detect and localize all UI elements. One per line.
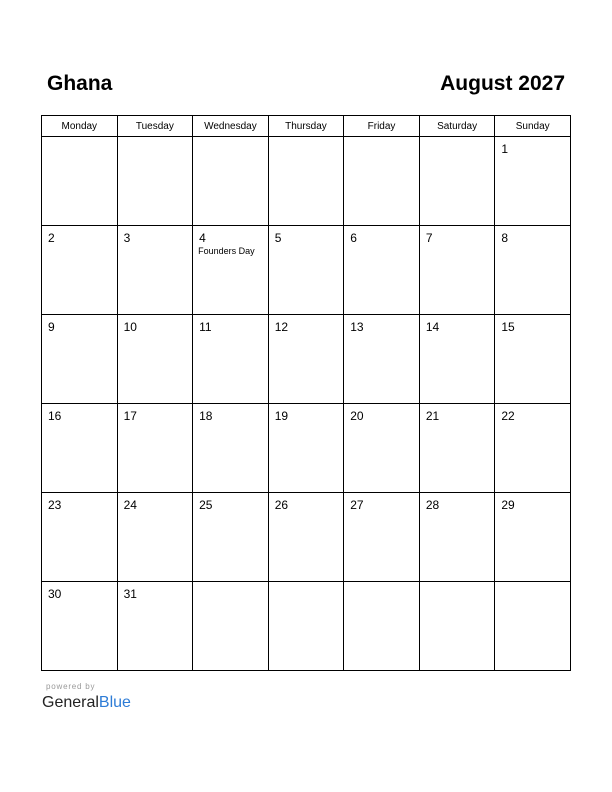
day-number: 25 [199, 498, 213, 512]
day-cell [419, 404, 495, 493]
day-cell [344, 404, 420, 493]
day-number [495, 582, 570, 587]
week-row [42, 582, 571, 671]
day-cell [42, 582, 118, 671]
day-number [118, 137, 193, 142]
day-number: 22 [501, 409, 515, 423]
day-number: 23 [48, 498, 62, 512]
weekday-header: Friday [344, 116, 420, 137]
day-cell [419, 315, 495, 404]
day-number [269, 582, 344, 587]
day-cell [193, 493, 269, 582]
day-number: 6 [350, 231, 357, 245]
day-cell [42, 493, 118, 582]
day-cell [495, 493, 571, 582]
week-row [42, 315, 571, 404]
day-cell [495, 315, 571, 404]
day-number [269, 137, 344, 142]
day-number: 9 [48, 320, 55, 334]
day-number: 3 [123, 231, 131, 245]
week-row [42, 226, 571, 315]
day-cell [193, 404, 269, 493]
day-number: 4 [199, 231, 206, 245]
day-number: 12 [274, 320, 289, 334]
day-cell [268, 582, 344, 671]
day-cell [42, 315, 118, 404]
day-cell [42, 226, 118, 315]
week-row [42, 404, 571, 493]
country-title: Ghana [47, 72, 113, 95]
day-number: 14 [425, 320, 440, 334]
calendar-grid [41, 115, 571, 671]
day-cell [495, 137, 571, 226]
day-number: 10 [123, 320, 137, 334]
weekday-header: Wednesday [193, 116, 269, 137]
day-number: 28 [425, 498, 440, 512]
day-cell [344, 582, 420, 671]
weekday-header: Sunday [495, 116, 571, 137]
day-number [420, 137, 495, 142]
day-number: 29 [501, 498, 515, 512]
day-cell [117, 404, 193, 493]
day-number: 24 [123, 498, 137, 512]
day-number [42, 137, 117, 142]
day-number: 16 [48, 409, 62, 423]
brand-general-text: General [42, 694, 99, 711]
brand-blue-text: Blue [98, 694, 131, 711]
day-cell [117, 582, 193, 671]
weekday-header: Monday [42, 116, 118, 137]
day-number: 31 [123, 587, 137, 601]
day-number: 27 [350, 498, 364, 512]
day-cell [419, 582, 495, 671]
day-cell [344, 315, 420, 404]
day-cell [117, 137, 193, 226]
day-number: 7 [425, 231, 433, 245]
day-number: 26 [274, 498, 289, 512]
weekday-header: Thursday [268, 116, 344, 137]
holiday-label: Founders Day [198, 246, 255, 256]
day-number [420, 582, 495, 587]
day-number: 30 [48, 587, 62, 601]
day-cell [495, 226, 571, 315]
day-number [193, 582, 268, 587]
weekday-header: Tuesday [117, 116, 193, 137]
day-cell [344, 226, 420, 315]
day-number [344, 582, 419, 587]
day-number: 8 [501, 231, 509, 245]
day-number: 1 [501, 142, 509, 156]
day-cell [419, 226, 495, 315]
day-number [193, 137, 268, 142]
day-cell [268, 315, 344, 404]
day-number: 20 [350, 409, 364, 423]
day-number: 18 [199, 409, 213, 423]
day-cell [117, 226, 193, 315]
day-cell [193, 315, 269, 404]
week-row [42, 493, 571, 582]
day-cell [42, 137, 118, 226]
day-cell [268, 226, 344, 315]
day-cell [495, 582, 571, 671]
day-cell [344, 493, 420, 582]
day-cell [117, 315, 193, 404]
day-number: 19 [274, 409, 289, 423]
day-number [344, 137, 419, 142]
day-number: 17 [123, 409, 137, 423]
week-row [42, 137, 571, 226]
day-cell [42, 404, 118, 493]
day-cell [419, 493, 495, 582]
day-number: 15 [501, 320, 515, 334]
day-cell [419, 137, 495, 226]
day-cell [193, 226, 269, 315]
powered-by-label: powered by [46, 682, 96, 691]
generalblue-logo[interactable] [42, 693, 131, 713]
day-cell [344, 137, 420, 226]
month-title: August 2027 [440, 72, 565, 95]
day-number: 11 [199, 320, 212, 334]
day-cell [193, 582, 269, 671]
day-number: 13 [350, 320, 364, 334]
day-number: 21 [425, 409, 440, 423]
weekday-header: Saturday [419, 116, 495, 137]
weekday-header-row [42, 116, 571, 137]
day-cell [268, 137, 344, 226]
day-number: 2 [48, 231, 55, 245]
day-cell [495, 404, 571, 493]
day-cell [193, 137, 269, 226]
day-cell [268, 404, 344, 493]
day-cell [268, 493, 344, 582]
day-cell [117, 493, 193, 582]
day-number: 5 [274, 231, 282, 245]
